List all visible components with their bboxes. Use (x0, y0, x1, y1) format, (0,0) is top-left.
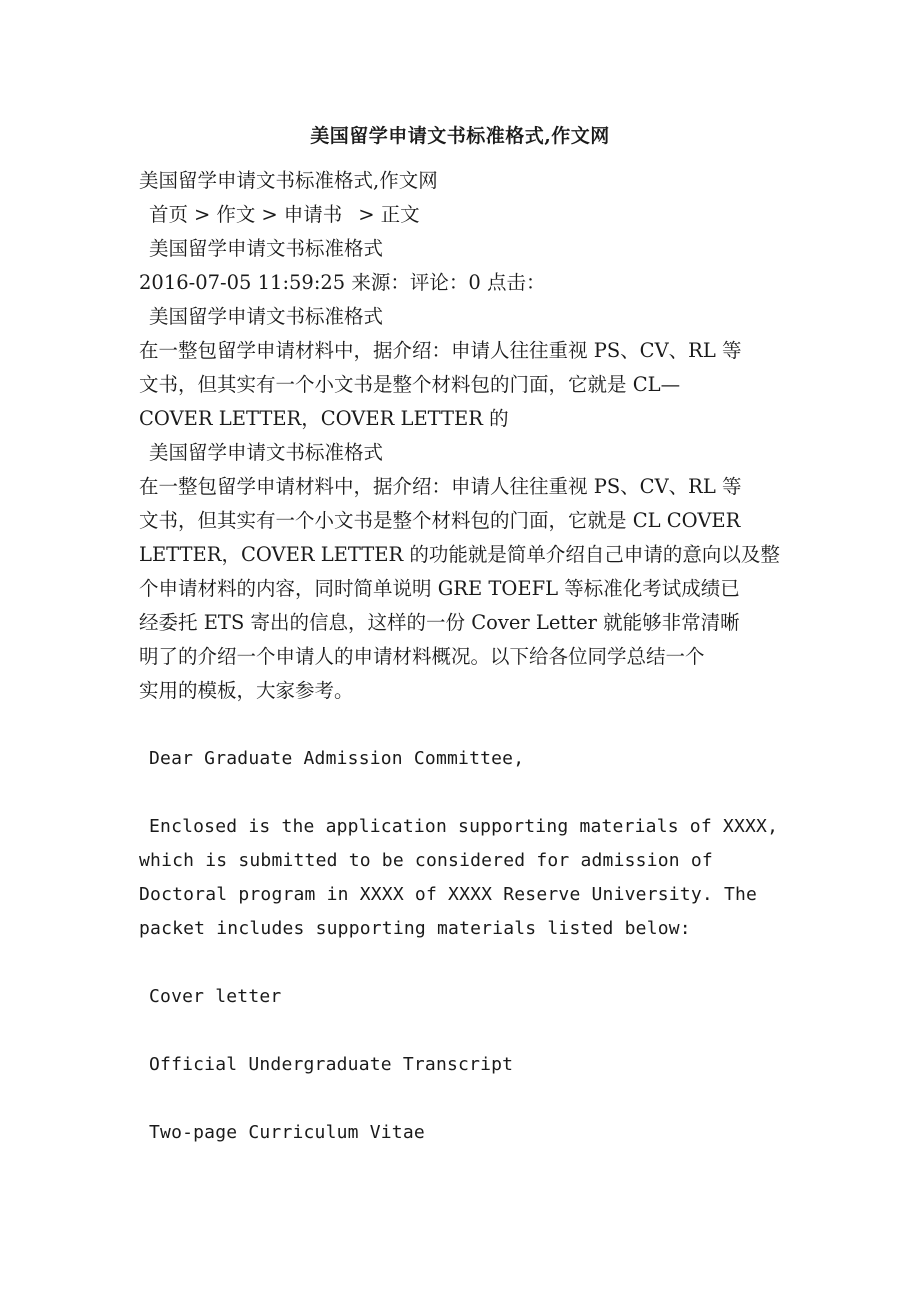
summary-line: 在一整包留学申请材料中，据介绍：申请人往往重视 PS、CV、RL 等 (139, 339, 742, 362)
intro-line: 实用的模板，大家参考。 (139, 679, 354, 702)
breadcrumb-essay[interactable]: 作文 (216, 203, 256, 226)
summary-line: COVER LETTER，COVER LETTER 的 (139, 407, 509, 430)
site-title-line: 美国留学申请文书标准格式,作文网 (139, 169, 438, 192)
intro-line: 明了的介绍一个申请人的申请材料概况。以下给各位同学总结一个 (139, 645, 705, 668)
breadcrumb-separator: > (358, 203, 375, 226)
letter-list-item: Official Undergraduate Transcript (149, 1054, 514, 1075)
breadcrumb-separator: > (194, 203, 211, 226)
letter-list-item: Cover letter (149, 986, 282, 1007)
letter-salutation: Dear Graduate Admission Committee, (149, 748, 525, 769)
letter-enclosed-line: packet includes supporting materials listed below: (139, 918, 691, 939)
letter-enclosed-line: which is submitted to be considered for admission of (139, 850, 713, 871)
intro-line: 经委托 ETS 寄出的信息，这样的一份 Cover Letter 就能够非常清晰 (139, 611, 740, 634)
intro-line: 个申请材料的内容，同时简单说明 GRE TOEFL 等标准化考试成绩已 (139, 577, 740, 600)
spacer (139, 708, 781, 742)
spacer (139, 1014, 781, 1048)
breadcrumb-application[interactable]: 申请书 (283, 203, 343, 226)
intro-line: LETTER，COVER LETTER 的功能就是简单介绍自己申请的意向以及整 (139, 543, 780, 566)
article-title: 美国留学申请文书标准格式 (149, 237, 384, 260)
letter-enclosed-line: Doctoral program in XXXX of XXXX Reserve University. The (139, 884, 758, 905)
breadcrumb (139, 198, 781, 232)
breadcrumb-home[interactable]: 首页 (149, 203, 189, 226)
page-title: 美国留学申请文书标准格式,作文网 (310, 125, 610, 147)
letter-enclosed-line: Enclosed is the application supporting materials of XXXX, (149, 816, 779, 837)
document-body (139, 164, 781, 1150)
summary-line: 文书，但其实有一个小文书是整个材料包的门面，它就是 CL— (139, 373, 681, 396)
summary-title: 美国留学申请文书标准格式 (149, 305, 384, 328)
section-title: 美国留学申请文书标准格式 (149, 441, 384, 464)
breadcrumb-separator: > (261, 203, 278, 226)
article-meta: 2016-07-05 11:59:25 来源：评论：0 点击： (139, 271, 546, 294)
letter-list-item: Two-page Curriculum Vitae (149, 1122, 425, 1143)
breadcrumb-current: 正文 (380, 203, 420, 226)
intro-line: 在一整包留学申请材料中，据介绍：申请人往往重视 PS、CV、RL 等 (139, 475, 742, 498)
spacer (139, 1082, 781, 1116)
spacer (139, 776, 781, 810)
spacer (139, 946, 781, 980)
intro-line: 文书，但其实有一个小文书是整个材料包的门面，它就是 CL COVER (139, 509, 741, 532)
